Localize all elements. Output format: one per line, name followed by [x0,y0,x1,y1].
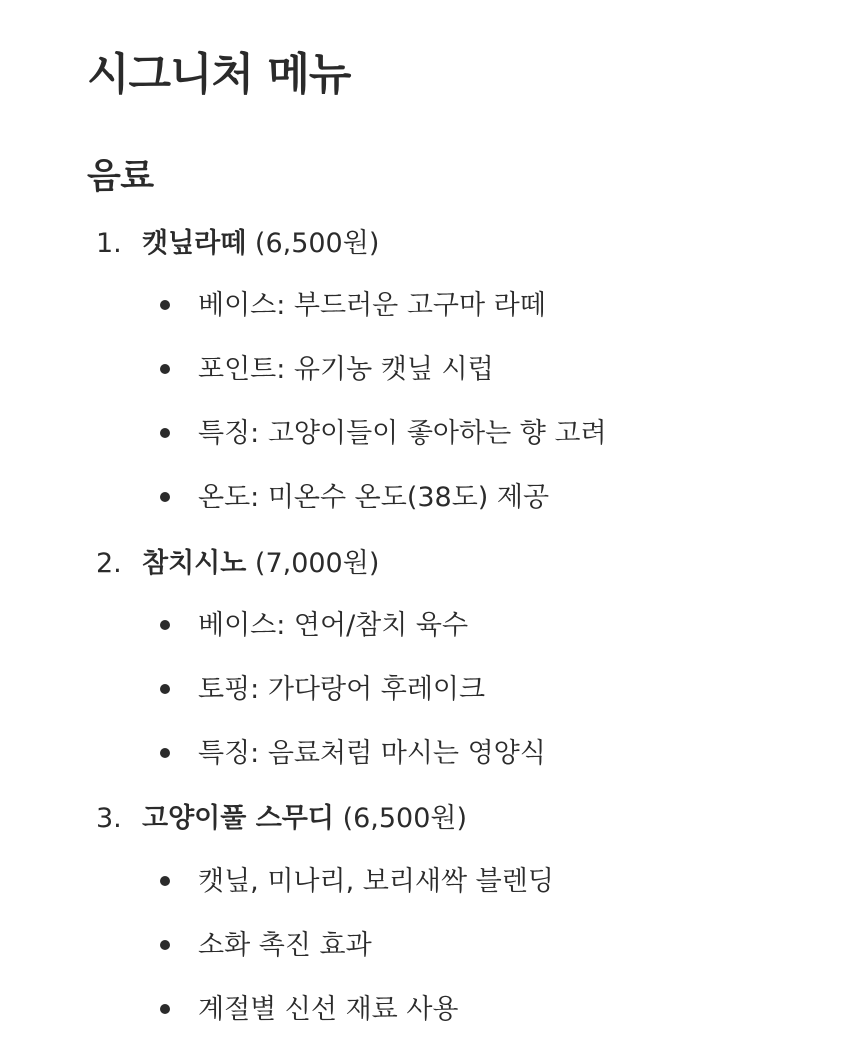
bullet-icon [160,428,170,438]
bullet-icon [160,620,170,630]
menu-item-detail [160,732,820,776]
detail-text: 베이스: 부드러운 고구마 라떼 [198,290,546,321]
menu-item-detail [160,988,820,1032]
bullet-icon [160,364,170,374]
bullet-icon [160,492,170,502]
menu-item-name: 캣닢라떼 [142,228,247,259]
detail-text: 특징: 음료처럼 마시는 영양식 [198,738,546,769]
menu-item-name: 고양이풀 스무디 [142,803,334,834]
detail-text: 소화 촉진 효과 [198,930,372,961]
menu-item-detail [160,668,820,712]
detail-text: 계절별 신선 재료 사용 [198,994,459,1025]
bullet-icon [160,940,170,950]
menu-item-detail [160,412,820,456]
page-title: 시그니처 메뉴 [87,49,351,100]
detail-text: 특징: 고양이들이 좋아하는 향 고려 [198,418,607,449]
menu-item-number: 3. [96,803,122,834]
menu-item-number: 2. [96,548,122,579]
menu-item-price: (6,500원) [333,803,468,834]
detail-text: 온도: 미온수 온도(38도) 제공 [198,482,550,513]
menu-item-number: 1. [96,228,122,259]
menu-item-name: 참치시노 [142,548,247,579]
menu-item-title [96,221,796,267]
menu-item-detail [160,476,820,520]
detail-text: 캣닢, 미나리, 보리새싹 블렌딩 [198,866,554,897]
bullet-icon [160,300,170,310]
menu-item-title [96,541,796,587]
detail-text: 토핑: 가다랑어 후레이크 [198,674,486,705]
detail-text: 베이스: 연어/참치 육수 [198,610,469,641]
menu-item-detail [160,284,820,328]
bullet-icon [160,684,170,694]
menu-item-price: (6,500원) [246,228,380,259]
menu-item-detail [160,924,820,968]
detail-text: 포인트: 유기농 캣닢 시럽 [198,354,494,385]
menu-item-price: (7,000원) [246,548,380,579]
bullet-icon [160,1004,170,1014]
bullet-icon [160,876,170,886]
menu-item-detail [160,348,820,392]
menu-item-title [96,796,796,842]
bullet-icon [160,748,170,758]
menu-item-detail [160,604,820,648]
section-heading-drinks: 음료 [87,157,154,197]
menu-item-detail [160,860,820,904]
